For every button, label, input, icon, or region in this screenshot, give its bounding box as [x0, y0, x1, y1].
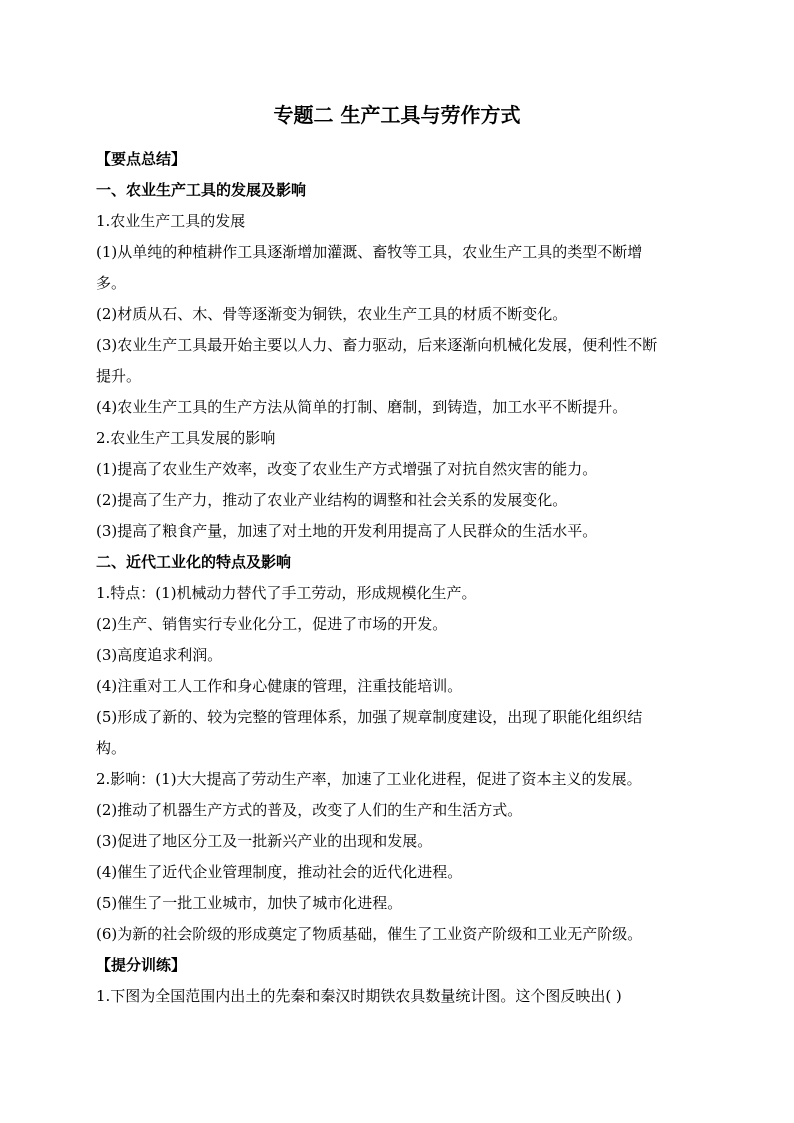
- body-line: (4)农业生产工具的生产方法从简单的打制、磨制，到铸造，加工水平不断提升。: [96, 398, 628, 416]
- body-line: 构。: [96, 739, 127, 757]
- body-line: (6)为新的社会阶级的形成奠定了物质基础，催生了工业资产阶级和工业无产阶级。: [96, 925, 643, 943]
- body-line: (2)生产、销售实行专业化分工，促进了市场的开发。: [96, 615, 448, 633]
- body-line: (3)提高了粮食产量，加速了对土地的开发利用提高了人民群众的生活水平。: [96, 522, 598, 540]
- section-heading: 【提分训练】: [96, 956, 187, 974]
- body-line: (4)催生了近代企业管理制度，推动社会的近代化进程。: [96, 863, 463, 881]
- body-line: 1.下图为全国范围内出土的先秦和秦汉时期铁农具数量统计图。这个图反映出( ): [96, 987, 622, 1005]
- body-line: (1)从单纯的种植耕作工具逐渐增加灌溉、畜牧等工具，农业生产工具的类型不断增: [96, 243, 643, 261]
- body-line: (3)促进了地区分工及一批新兴产业的出现和发展。: [96, 832, 433, 850]
- body-line: (3)农业生产工具最开始主要以人力、畜力驱动，后来逐渐向机械化发展，便利性不断: [96, 336, 658, 354]
- body-line: 提升。: [96, 367, 142, 385]
- section-heading: 【要点总结】: [96, 150, 187, 168]
- section-heading: 一、农业生产工具的发展及影响: [96, 181, 307, 199]
- body-line: 2.农业生产工具发展的影响: [96, 429, 276, 447]
- body-line: (2)推动了机器生产方式的普及，改变了人们的生产和生活方式。: [96, 801, 523, 819]
- body-line: (3)高度追求利润。: [96, 646, 223, 664]
- body-line: 1.农业生产工具的发展: [96, 212, 246, 230]
- body-line: (4)注重对工人工作和身心健康的管理，注重技能培训。: [96, 677, 463, 695]
- page-title: 专题二 生产工具与劳作方式: [273, 103, 521, 127]
- section-heading: 二、近代工业化的特点及影响: [96, 553, 292, 571]
- body-line: (5)形成了新的、较为完整的管理体系，加强了规章制度建设，出现了职能化组织结: [96, 708, 643, 726]
- body-line: (5)催生了一批工业城市，加快了城市化进程。: [96, 894, 403, 912]
- body-line: (2)材质从石、木、骨等逐渐变为铜铁，农业生产工具的材质不断变化。: [96, 305, 568, 323]
- body-line: (2)提高了生产力，推动了农业产业结构的调整和社会关系的发展变化。: [96, 491, 568, 509]
- body-line: 1.特点：(1)机械动力替代了手工劳动，形成规模化生产。: [96, 584, 477, 602]
- body-line: 多。: [96, 274, 127, 292]
- document-body: [96, 144, 696, 1012]
- body-line: 2.影响：(1)大大提高了劳动生产率，加速了工业化进程，促进了资本主义的发展。: [96, 770, 642, 788]
- body-line: (1)提高了农业生产效率，改变了农业生产方式增强了对抗自然灾害的能力。: [96, 460, 598, 478]
